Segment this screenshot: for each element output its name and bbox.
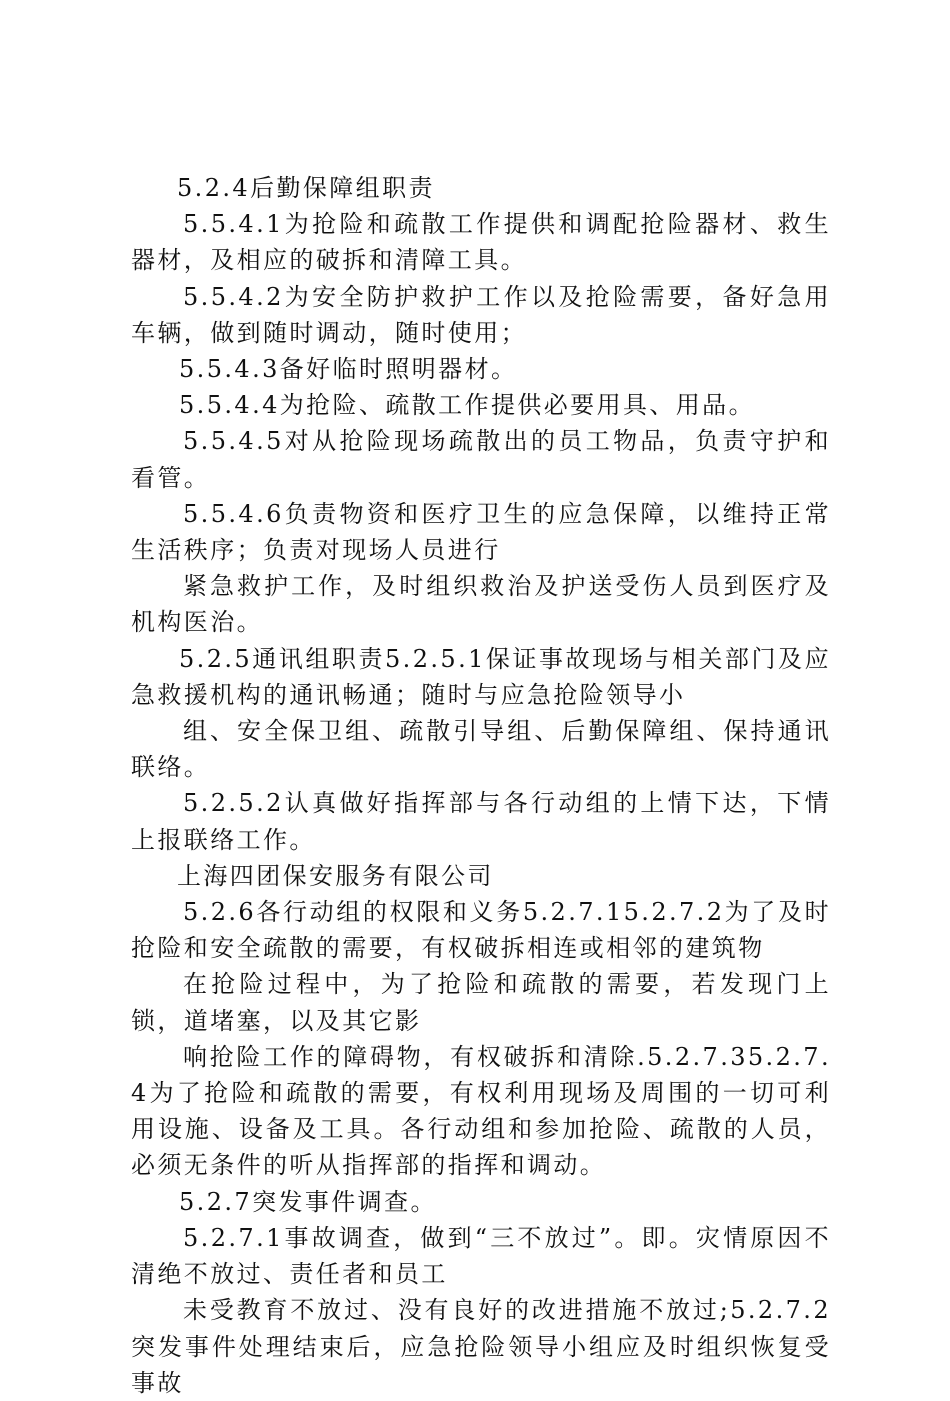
paragraph: 5.5.4.6负责物资和医疗卫生的应急保障，以维持正常生活秩序；负责对现场人员进行 xyxy=(131,499,831,565)
paragraph: 5.2.7.1事故调查，做到“三不放过”。即。灾情原因不清绝不放过、责任者和员工 xyxy=(131,1223,831,1289)
paragraph: 组、安全保卫组、疏散引导组、后勤保障组、保持通讯联络。 xyxy=(131,717,831,782)
paragraph: 5.5.4.2为安全防护救护工作以及抢险需要，备好急用车辆，做到随时调动，随时使用； xyxy=(131,282,831,347)
paragraph: 未受教育不放过、没有良好的改进措施不放过;5.2.7.2突发事件处理结束后，应急抢险领导小组应及时组织恢复受事故 xyxy=(131,1296,831,1397)
paragraph: 紧急救护工作，及时组织救治及护送受伤人员到医疗及机构医治。 xyxy=(131,572,831,637)
paragraph: 5.2.6各行动组的权限和义务5.2.7.15.2.7.2为了及时抢险和安全疏散的需要，有权破拆相连或相邻的建筑物 xyxy=(131,898,831,963)
document-body xyxy=(131,170,831,1401)
paragraph: 5.2.4后勤保障组职责 xyxy=(177,174,435,202)
paragraph: 5.5.4.5对从抢险现场疏散出的员工物品，负责守护和看管。 xyxy=(131,427,831,492)
paragraph: 5.5.4.4为抢险、疏散工作提供必要用具、用品。 xyxy=(179,391,755,420)
paragraph: 在抢险过程中，为了抢险和疏散的需要，若发现门上锁，道堵塞，以及其它影 xyxy=(131,970,831,1035)
paragraph: 5.5.4.3备好临时照明器材。 xyxy=(179,355,518,384)
paragraph: 响抢险工作的障碍物，有权破拆和清除.5.2.7.35.2.7.4为了抢险和疏散的需要，有权利用现场及周围的一切可利用设施、设备及工具。各行动组和参加抢险、疏散的人员，必须无条件的听从指挥部的指挥和调动。 xyxy=(131,1042,831,1180)
paragraph: 5.5.4.1为抢险和疏散工作提供和调配抢险器材、救生器材，及相应的破拆和清障工具。 xyxy=(131,210,831,275)
paragraph: 上海四团保安服务有限公司 xyxy=(177,861,494,890)
paragraph: 5.2.5通讯组职责5.2.5.1保证事故现场与相关部门及应急救援机构的通讯畅通；随时与应急抢险领导小 xyxy=(131,644,831,709)
paragraph: 5.2.5.2认真做好指挥部与各行动组的上情下达，下情上报联络工作。 xyxy=(131,789,831,854)
paragraph: 5.2.7突发事件调查。 xyxy=(179,1187,437,1216)
